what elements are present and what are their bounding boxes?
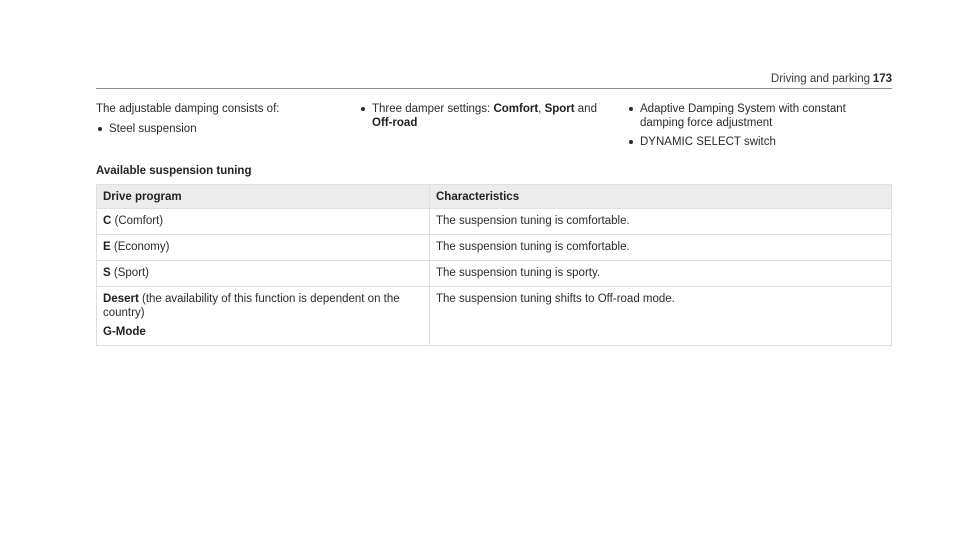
program-key: Desert — [103, 293, 139, 305]
program-key: C — [103, 215, 112, 227]
characteristics-cell: The suspension tuning is sporty. — [430, 261, 892, 287]
drive-program-cell — [97, 261, 430, 287]
damper-offroad: Off-road — [372, 117, 418, 129]
drive-program-cell — [97, 287, 430, 346]
intro-text: The adjustable damping consists of: — [96, 103, 280, 115]
program-key: S — [103, 267, 111, 279]
drive-program-cell — [97, 235, 430, 261]
drive-program-cell — [97, 209, 430, 235]
table-row — [97, 261, 892, 287]
characteristics-cell: The suspension tuning is comfortable. — [430, 235, 892, 261]
intro-column-2 — [359, 102, 614, 135]
page-header — [96, 73, 892, 89]
program-extra: G-Mode — [103, 326, 146, 338]
bullet-dynamic-select: DYNAMIC SELECT switch — [627, 135, 892, 149]
page-number: 173 — [872, 73, 892, 85]
table-row — [97, 287, 892, 346]
damper-and: and — [574, 103, 597, 115]
table-title: Available suspension tuning — [96, 165, 252, 177]
damper-comfort: Comfort — [493, 103, 539, 115]
program-desc: (Comfort) — [111, 215, 164, 227]
intro-column-1 — [96, 102, 341, 141]
bullet-adaptive-damping: Adaptive Damping System with constant damping force adjustment — [627, 102, 892, 130]
section-title: Driving and parking — [770, 73, 870, 85]
program-desc: (Economy) — [110, 241, 170, 253]
header-drive-program: Drive program — [97, 185, 430, 209]
program-key: E — [103, 241, 111, 253]
damper-sport: Sport — [544, 103, 575, 115]
bullet-damper-settings — [359, 102, 614, 130]
table-header-row — [97, 185, 892, 209]
characteristics-cell: The suspension tuning shifts to Off-road mode. — [430, 287, 892, 346]
characteristics-cell: The suspension tuning is comfortable. — [430, 209, 892, 235]
table-row — [97, 209, 892, 235]
table-row — [97, 235, 892, 261]
bullet-steel-suspension: Steel suspension — [96, 122, 341, 136]
program-desc: (Sport) — [110, 267, 150, 279]
damper-prefix: Three damper settings: — [372, 103, 494, 115]
header-characteristics: Characteristics — [430, 185, 892, 209]
intro-column-3 — [627, 102, 892, 154]
program-desc: (the availability of this function is dependent on the country) — [103, 293, 400, 319]
damper-sep: , — [538, 103, 545, 115]
suspension-tuning-table — [96, 184, 892, 346]
